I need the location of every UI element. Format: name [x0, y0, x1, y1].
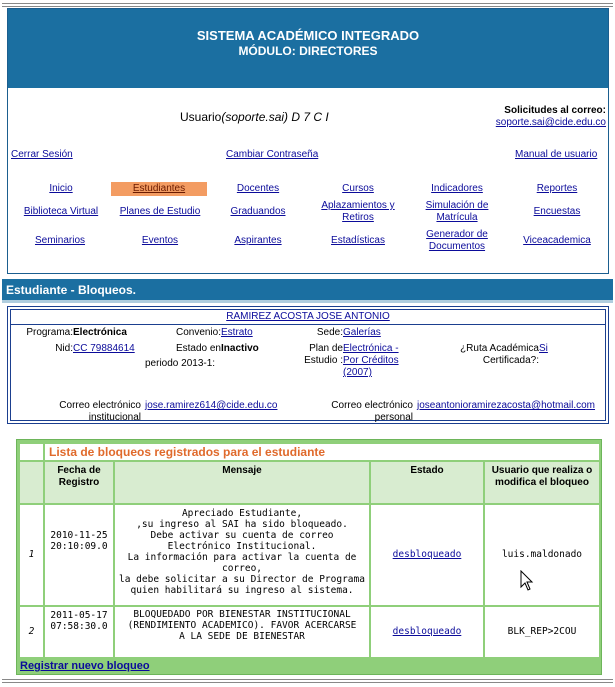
- nav-aspirantes[interactable]: Aspirantes: [234, 235, 282, 246]
- sede-label: Sede:: [316, 327, 343, 338]
- student-name-link[interactable]: RAMIREZ ACOSTA JOSE ANTONIO: [226, 311, 390, 322]
- ruta-link[interactable]: Si: [539, 343, 548, 354]
- row-1-status-link[interactable]: desbloqueado: [392, 549, 462, 560]
- row-2-status-cell: [371, 607, 483, 657]
- user-value: (soporte.sai) D 7 C I: [221, 110, 329, 124]
- mouse-cursor-icon: [520, 570, 534, 592]
- estado-value: Inactivo: [221, 343, 259, 354]
- top-divider: [2, 3, 613, 7]
- nav-reportes[interactable]: Reportes: [536, 183, 578, 194]
- support-email-link[interactable]: soporte.sai@cide.edu.co: [495, 117, 606, 128]
- header-mensaje: Mensaje: [115, 462, 369, 503]
- header-fecha: Fecha de Registro: [45, 462, 113, 503]
- row-1-user: luis.maldonado: [485, 505, 599, 605]
- nav-indicadores[interactable]: Indicadores: [431, 183, 483, 194]
- name-divider: [11, 324, 605, 325]
- user-info: [180, 110, 329, 124]
- nav-biblioteca[interactable]: Biblioteca Virtual: [23, 206, 99, 217]
- row-1-message: Apreciado Estudiante, ,su ingreso al SAI ha sido bloqueado. Debe activar su cuenta de correo Electrónico Institucional. La información para activar la cuenta de correo, la debe solicitar a su Director de Programa quien habilitará su ingreso al sistema.: [115, 505, 369, 605]
- header-banner: [8, 9, 608, 88]
- programa-label: Programa:: [26, 327, 73, 338]
- nav-estudiantes[interactable]: Estudiantes: [111, 182, 207, 196]
- nav-docentes[interactable]: Docentes: [236, 183, 280, 194]
- student-panel-inner: [10, 309, 606, 421]
- student-panel: [7, 306, 609, 424]
- module-title: MÓDULO: DIRECTORES: [238, 44, 378, 58]
- nid-link[interactable]: CC 79884614: [73, 343, 135, 354]
- student-name-row: [11, 311, 605, 323]
- convenio-link[interactable]: Estrato: [221, 327, 253, 338]
- row-2-status-link[interactable]: desbloqueado: [392, 626, 462, 637]
- nav-generador[interactable]: Generador de Documentos: [426, 229, 488, 252]
- row-2-user: BLK_REP>2COU: [485, 607, 599, 657]
- nav-seminarios[interactable]: Seminarios: [34, 235, 86, 246]
- header-index: [20, 462, 43, 503]
- nav-planes[interactable]: Planes de Estudio: [119, 206, 201, 217]
- nav-viceacademica[interactable]: Viceacademica: [523, 235, 591, 246]
- correo-inst-link[interactable]: jose.ramirez614@cide.edu.co: [145, 400, 278, 411]
- estado-label: Estado en: [175, 343, 221, 354]
- nav-graduandos[interactable]: Graduandos: [230, 206, 286, 217]
- row-1-date: 2010-11-25 20:10:09.0: [45, 505, 113, 605]
- nav-inicio[interactable]: Inicio: [49, 183, 73, 194]
- convenio-label: Convenio:: [175, 327, 221, 338]
- row-1-status-cell: [371, 505, 483, 605]
- nav-cursos[interactable]: Cursos: [342, 183, 374, 194]
- row-1-index: 1: [20, 505, 43, 605]
- section-underline: [2, 300, 613, 303]
- nav-estadisticas[interactable]: Estadísticas: [331, 235, 385, 246]
- correo-pers-link[interactable]: joseantonioramirezacosta@hotmail.com: [417, 400, 596, 411]
- app-title: SISTEMA ACADÉMICO INTEGRADO: [196, 28, 420, 43]
- user-manual-link[interactable]: Manual de usuario: [515, 149, 598, 160]
- correo-pers-label: Correo electrónico personal: [331, 400, 413, 423]
- sede-link[interactable]: Galerías: [343, 327, 381, 338]
- requests-label: Solicitudes al correo:: [504, 105, 606, 116]
- nav-aplazamientos[interactable]: Aplazamientos y Retiros: [321, 200, 395, 223]
- ruta-label: ¿Ruta Académica Certificada?:: [460, 343, 539, 366]
- table-caption: Lista de bloqueos registrados para el estudiante: [45, 444, 599, 460]
- change-password-link[interactable]: Cambiar Contraseña: [226, 149, 319, 160]
- programa-value: Electrónica: [73, 327, 127, 338]
- correo-inst-label: Correo electrónico institucional: [59, 400, 141, 423]
- header-estado: Estado: [371, 462, 483, 503]
- user-label: Usuario: [180, 110, 222, 124]
- logout-link[interactable]: Cerrar Sesión: [11, 149, 73, 160]
- row-2-date: 2011-05-17 07:58:30.0: [45, 607, 113, 657]
- estado-periodo-label: periodo 2013-1:: [145, 358, 216, 369]
- header-usuario: Usuario que realiza o modifica el bloqueo: [485, 462, 599, 503]
- plan-link[interactable]: Electrónica - Por Créditos (2007): [343, 343, 399, 378]
- row-2-index: 2: [20, 607, 43, 657]
- nav-simulacion[interactable]: Simulación de Matrícula: [425, 200, 489, 223]
- nid-label: Nid:: [55, 343, 73, 354]
- nav-eventos[interactable]: Eventos: [141, 235, 179, 246]
- caption-spacer: [20, 444, 43, 460]
- bottom-divider: [2, 679, 613, 683]
- nav-encuestas[interactable]: Encuestas: [533, 206, 581, 217]
- section-header: Estudiante - Bloqueos.: [2, 279, 613, 300]
- blocks-table: [16, 439, 602, 675]
- new-block-link[interactable]: Registrar nuevo bloqueo: [20, 660, 150, 672]
- plan-label: Plan de Estudio :: [304, 343, 343, 366]
- support-requests: [496, 105, 606, 128]
- row-2-message: BLOQUEDADO POR BIENESTAR INSTITUCIONAL (RENDIMIENTO ACADEMICO). FAVOR ACERCARSE A LA SEDE DE BIENESTAR: [115, 607, 369, 657]
- header-frame: [7, 8, 609, 274]
